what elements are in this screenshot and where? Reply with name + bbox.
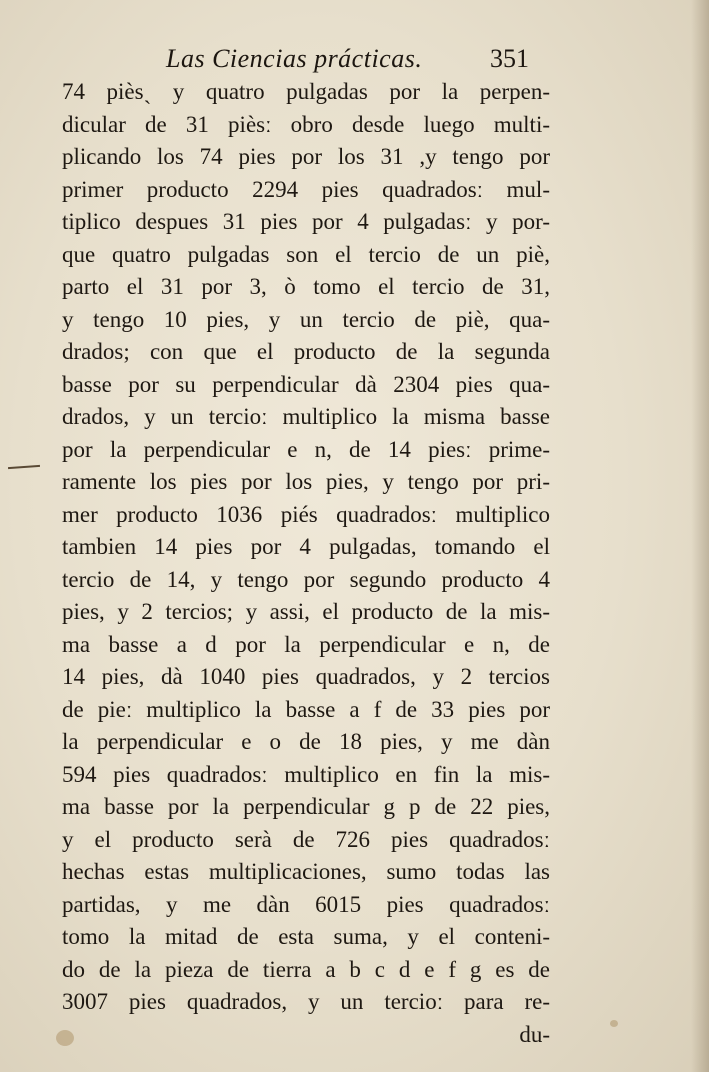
margin-mark	[8, 465, 40, 469]
text-line: dicular de 31 pièsː obro desde luego multi-	[62, 111, 550, 137]
text-line: do de la pieza de tierra a b c d e f g es de	[62, 956, 550, 982]
text-line: drados; con que el producto de la segunda	[62, 339, 550, 364]
body-text	[62, 76, 550, 1051]
text-line: tambien 14 pies por 4 pulgadas, tomando el	[62, 534, 550, 559]
text-line: parto el 31 por 3, ò tomo el tercio de 31,	[62, 274, 550, 299]
text-line: de pieː multiplico la basse a f de 33 pies por	[62, 696, 550, 722]
text-line: pies, y 2 tercios; y assi, el producto de la mis-	[62, 599, 550, 624]
text-line: la perpendicular e o de 18 pies, y me dàn	[62, 729, 550, 754]
text-line: mer producto 1036 piés quadradosː multiplico	[62, 501, 550, 527]
text-line: ramente los pies por los pies, y tengo por pri-	[62, 469, 550, 494]
text-line: tercio de 14, y tengo por segundo producto 4	[62, 566, 550, 592]
text-line: 14 pies, dà 1040 pies quadrados, y 2 tercios	[62, 664, 550, 689]
page-number: 351	[490, 44, 529, 73]
text-line: ma basse a d por la perpendicular e n, de	[62, 631, 550, 657]
text-line: tomo la mitad de esta suma, y el conteni-	[62, 924, 550, 949]
text-line: 594 pies quadradosː multiplico en fin la mis-	[62, 761, 550, 787]
text-line: partidas, y me dàn 6015 pies quadradosː	[62, 891, 550, 917]
text-line: por la perpendicular e n, de 14 piesː prime-	[62, 436, 550, 462]
text-line: 3007 pies quadrados, y un tercioː para re-	[62, 989, 550, 1014]
text-line: y tengo 10 pies, y un tercio de piè, qua-	[62, 306, 550, 332]
text-line: ma basse por la perpendicular g p de 22 pies,	[62, 794, 550, 819]
text-line: que quatro pulgadas son el tercio de un piè,	[62, 241, 550, 267]
text-line: drados, y un tercioː multiplico la misma basse	[62, 404, 550, 429]
text-line: basse por su perpendicular dà 2304 pies qua-	[62, 371, 550, 397]
text-line: 74 pièsˏ y quatro pulgadas por la perpen-	[62, 79, 550, 104]
text-line: y el producto serà de 726 pies quadradosː	[62, 826, 550, 852]
text-line: hechas estas multiplicaciones, sumo todas las	[62, 859, 550, 884]
text-line: plicando los 74 pies por los 31 ,y tengo por	[62, 144, 550, 169]
foxing-spot	[610, 1020, 618, 1027]
text-line: tiplico despues 31 pies por 4 pulgadasː y por-	[62, 209, 550, 234]
page-edge-shadow	[691, 0, 709, 1072]
running-title: Las Ciencias prácticas.	[166, 44, 423, 73]
text-line: primer producto 2294 pies quadradosː mul-	[62, 176, 550, 202]
catchword: du-	[519, 1021, 550, 1047]
